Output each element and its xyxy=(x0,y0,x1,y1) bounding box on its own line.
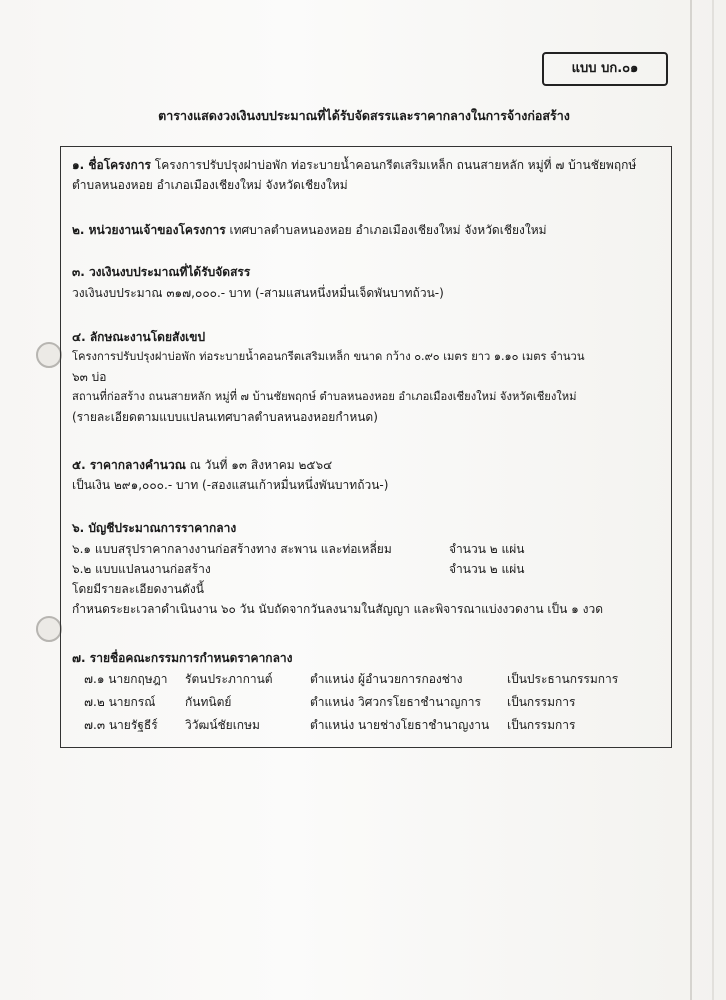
form-code-box: แบบ บก.๐๑ xyxy=(542,52,668,86)
section-6-item-2-label: ๖.๒ แบบแปลนงานก่อสร้าง xyxy=(72,562,211,576)
section-5 xyxy=(72,455,332,475)
section-6-item-1-label: ๖.๑ แบบสรุปราคากลางงานก่อสร้างทาง สะพาน และท่อเหลี่ยม xyxy=(72,542,392,556)
section-5-heading: ๕. ราคากลางคำนวณ xyxy=(72,458,186,472)
section-1-line2: ตำบลหนองหอย อำเภอเมืองเชียงใหม่ จังหวัดเชียงใหม่ xyxy=(72,178,348,192)
section-6-item-1-qty: จำนวน ๒ แผ่น xyxy=(449,542,525,556)
member-2-role: เป็นกรรมการ xyxy=(507,695,576,709)
member-3-name: ๗.๓ นายรัฐธีร์ xyxy=(84,718,158,732)
member-3-role: เป็นกรรมการ xyxy=(507,718,576,732)
section-6-detail-heading: โดยมีรายละเอียดงานดังนี้ xyxy=(72,582,204,596)
section-3-line: วงเงินงบประมาณ ๓๑๗,๐๐๐.- บาท (-สามแสนหนึ่งหมื่นเจ็ดพันบาทถ้วน-) xyxy=(72,286,444,300)
section-6-detail-line: กำหนดระยะเวลาดำเนินงาน ๖๐ วัน นับถัดจากวันลงนามในสัญญา และพิจารณาแบ่งงวดงาน เป็น ๑ งวด xyxy=(72,602,603,616)
section-1-line1: โครงการปรับปรุงฝาบ่อพัก ท่อระบายน้ำคอนกรีตเสริมเหล็ก ถนนสายหลัก หมู่ที่ ๗ บ้านชัยพฤกษ์ xyxy=(154,158,637,172)
section-5-line: เป็นเงิน ๒๙๑,๐๐๐.- บาท (-สองแสนเก้าหมื่นหนึ่งพันบาทถ้วน-) xyxy=(72,478,389,492)
punch-hole-top xyxy=(36,342,62,368)
section-6-heading: ๖. บัญชีประมาณการราคากลาง xyxy=(72,521,237,535)
member-3-surname: วิวัฒน์ชัยเกษม xyxy=(185,718,260,732)
section-4-line3: สถานที่ก่อสร้าง ถนนสายหลัก หมู่ที่ ๗ บ้านชัยพฤกษ์ ตำบลหนองหอย อำเภอเมืองเชียงใหม่ จังหวัดเชียงใหม่ xyxy=(72,390,577,403)
page-title: ตารางแสดงวงเงินงบประมาณที่ได้รับจัดสรรและราคากลางในการจ้างก่อสร้าง xyxy=(158,108,570,123)
member-1-surname: รัตนประภากานต์ xyxy=(185,672,273,686)
section-2-heading: ๒. หน่วยงานเจ้าของโครงการ xyxy=(72,223,226,237)
member-2-name: ๗.๒ นายกรณ์ xyxy=(84,695,156,709)
member-3-position: ตำแหน่ง นายช่างโยธาชำนาญงาน xyxy=(310,718,490,732)
section-2 xyxy=(72,220,547,240)
punch-hole-bottom xyxy=(36,616,62,642)
member-1-role: เป็นประธานกรรมการ xyxy=(507,672,619,686)
section-1-heading: ๑. ชื่อโครงการ xyxy=(72,158,151,172)
member-2-position: ตำแหน่ง วิศวกรโยธาชำนาญการ xyxy=(310,695,481,709)
member-1-name: ๗.๑ นายกฤษฎา xyxy=(84,672,168,686)
section-4-line1: โครงการปรับปรุงฝาบ่อพัก ท่อระบายน้ำคอนกรีตเสริมเหล็ก ขนาด กว้าง ๐.๙๐ เมตร ยาว ๑.๑๐ เมตร จำนวน xyxy=(72,350,585,363)
section-1 xyxy=(72,155,636,175)
member-1-position: ตำแหน่ง ผู้อำนวยการกองช่าง xyxy=(310,672,463,686)
member-2-surname: กันทนิตย์ xyxy=(185,695,232,709)
section-5-date: ณ วันที่ ๑๓ สิงหาคม ๒๕๖๔ xyxy=(189,458,333,472)
page-edge-shadow xyxy=(690,0,692,1000)
section-4-heading: ๔. ลักษณะงานโดยสังเขป xyxy=(72,330,206,344)
section-2-text: เทศบาลตำบลหนองหอย อำเภอเมืองเชียงใหม่ จังหวัดเชียงใหม่ xyxy=(229,223,547,237)
section-4-line4: (รายละเอียดตามแบบแปลนเทศบาลตำบลหนองหอยกำหนด) xyxy=(72,410,378,424)
section-4-line2: ๖๓ บ่อ xyxy=(72,370,107,384)
section-7-heading: ๗. รายชื่อคณะกรรมการกำหนดราคากลาง xyxy=(72,651,293,665)
section-3-heading: ๓. วงเงินงบประมาณที่ได้รับจัดสรร xyxy=(72,265,251,279)
section-6-item-2-qty: จำนวน ๒ แผ่น xyxy=(449,562,525,576)
page-edge-shadow-outer xyxy=(712,0,714,1000)
